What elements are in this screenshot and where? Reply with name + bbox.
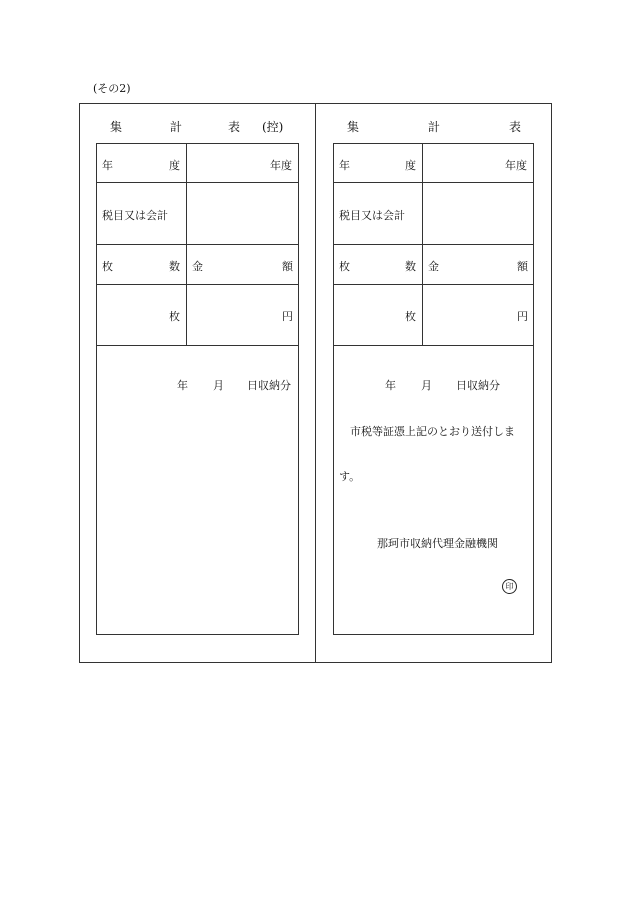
left-title-char-1: 集 xyxy=(110,120,123,134)
document-heading: (その2) xyxy=(93,82,131,95)
left-count-label-2: 数 xyxy=(169,260,180,273)
right-date-day-received: 日収納分 xyxy=(456,379,500,392)
left-count-unit: 枚 xyxy=(169,310,180,323)
right-amount-unit: 円 xyxy=(517,310,528,323)
left-year-label-2: 度 xyxy=(169,159,180,172)
right-date-year: 年 xyxy=(385,379,396,392)
right-row-line-3 xyxy=(333,284,534,285)
left-column-line xyxy=(186,143,187,345)
right-year-label-1: 年 xyxy=(339,159,350,172)
right-amount-label-2: 額 xyxy=(517,260,528,273)
left-amount-label-1: 金 xyxy=(192,260,203,273)
left-row-line-4 xyxy=(96,345,299,346)
left-amount-label-2: 額 xyxy=(282,260,293,273)
left-date-day-received: 日収納分 xyxy=(247,379,291,392)
right-message-line-1: 市税等証憑上記のとおり送付しま xyxy=(350,425,515,438)
left-title-char-3: 表 xyxy=(228,120,241,134)
right-count-label-1: 枚 xyxy=(339,260,350,273)
left-title-copy-mark: (控) xyxy=(262,120,284,134)
left-row-line-1 xyxy=(96,182,299,183)
left-year-label-1: 年 xyxy=(102,159,113,172)
right-amount-label-1: 金 xyxy=(428,260,439,273)
right-count-unit: 枚 xyxy=(405,310,416,323)
right-row-line-2 xyxy=(333,244,534,245)
right-row-line-1 xyxy=(333,182,534,183)
left-row-line-3 xyxy=(96,284,299,285)
right-title-char-3: 表 xyxy=(509,120,522,134)
left-amount-unit: 円 xyxy=(282,310,293,323)
seal-icon: 印 xyxy=(502,579,517,594)
right-title-char-1: 集 xyxy=(347,120,360,134)
left-date-year: 年 xyxy=(177,379,188,392)
right-institution-name: 那珂市収納代理金融機関 xyxy=(377,537,498,550)
right-date-month: 月 xyxy=(421,379,432,392)
right-message-line-2: す。 xyxy=(339,470,361,483)
right-count-label-2: 数 xyxy=(405,260,416,273)
right-column-line xyxy=(422,143,423,345)
left-tax-label: 税目又は会計 xyxy=(102,209,168,222)
right-title-char-2: 計 xyxy=(428,120,441,134)
left-title-char-2: 計 xyxy=(170,120,183,134)
right-year-label-2: 度 xyxy=(405,159,416,172)
right-year-value: 年度 xyxy=(505,159,527,172)
left-count-label-1: 枚 xyxy=(102,260,113,273)
left-row-line-2 xyxy=(96,244,299,245)
right-tax-label: 税目又は会計 xyxy=(339,209,405,222)
left-year-value: 年度 xyxy=(270,159,292,172)
left-date-month: 月 xyxy=(213,379,224,392)
panel-divider xyxy=(315,103,316,663)
right-row-line-4 xyxy=(333,345,534,346)
